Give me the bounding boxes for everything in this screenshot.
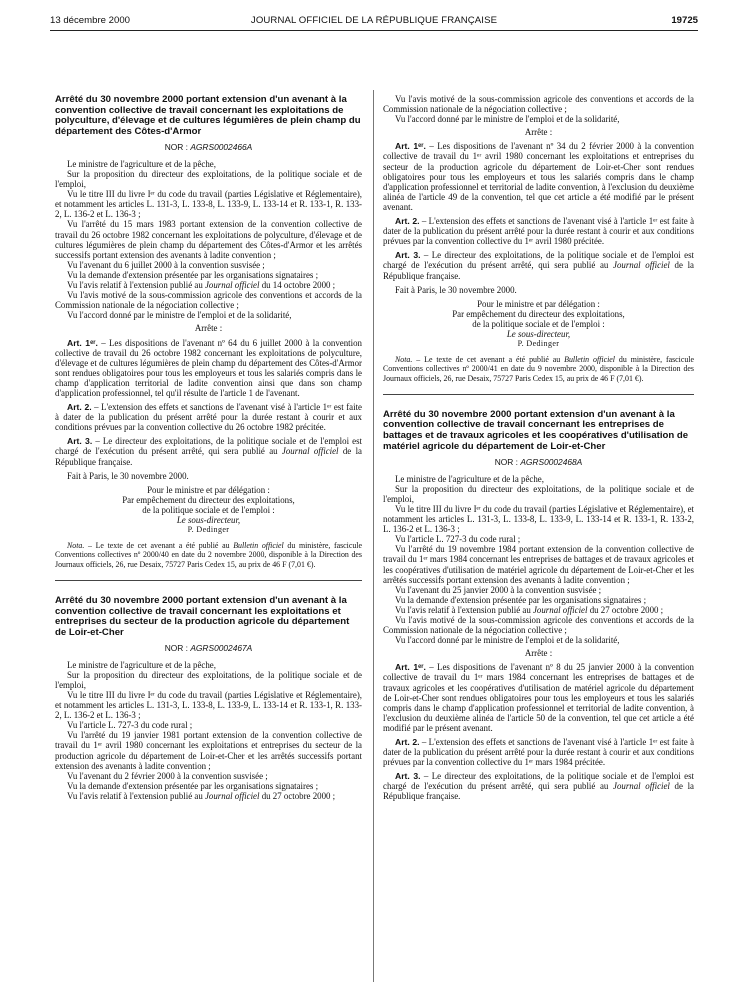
decree-1-visa-code: Vu le titre III du livre Iᵉʳ du code du travail (parties Législative et Réglementaire), et notamment les articles L. 131-3, L. 133-8, L. 133-9, L. 133-14 et R. 133-1, R. 133-2, L. 136-2 et L. 136-3 ;: [55, 189, 362, 220]
article-text: – Le directeur des exploitations, de la politique sociale et de l'emploi est chargé de l'exécution du présent arrêté, qui sera publié au: [55, 436, 362, 457]
nor-code: AGRS0002468A: [520, 456, 583, 467]
nor-label: NOR :: [164, 642, 191, 653]
decree-2-nor: [55, 643, 362, 653]
column-divider: [373, 90, 374, 982]
decree-1-visa-demande: Vu la demande d'extension présentée par les organisations signataires ;: [67, 269, 319, 280]
decree-3-visa-code-rural: Vu l'article L. 727-3 du code rural ;: [395, 534, 521, 545]
article-text: – Les dispositions de l'avenant nº 8 du 25 janvier 2000 à la convention collective de travail du 1ᵉʳ mars 1984 concernant les entreprises de battages et de travaux agricoles et les coopératives d'utilisation de matériel agricole du département de Loir-et-Cher sont rendues obligatoires pour tous les employeurs et tous les salariés compris dans le champ d'application professionnel et territorial de ladite convention, à l'exclusion du deuxième alinéa de l'article 50 de la convention, tel que cet article a été modifié par le présent avenant.: [383, 662, 694, 733]
header-journal-title: JOURNAL OFFICIEL DE LA RÉPUBLIQUE FRANÇAISE: [250, 15, 498, 26]
journal-officiel-italic: Journal officiel: [532, 604, 588, 615]
decree-3-proposal: Sur la proposition du directeur des exploitations, de la politique sociale et de l'emploi,: [383, 483, 694, 504]
right-column: [383, 94, 694, 802]
text-run: du 27 octobre 2000 ;: [587, 604, 664, 615]
decree-3-visa-accord: Vu l'accord donné par le ministre de l'emploi et de la solidarité,: [395, 635, 620, 646]
decree-1-signature-line-1: Pour le ministre et par délégation :: [147, 484, 270, 495]
decree-2-visa-code: Vu le titre III du livre Iᵉʳ du code du travail (parties Législative et Réglementaire), et notamment les articles L. 131-3, L. 133-8, L. 133-9, L. 133-14 et R. 133-1, R. 133-2, L. 136-2 et L. 136-3 ;: [55, 689, 362, 721]
decree-2-visa-avis: [55, 791, 362, 801]
decree-separator: [383, 394, 694, 395]
bulletin-officiel-italic: Bulletin officiel: [233, 541, 284, 551]
nota-label: Nota.: [67, 541, 85, 551]
nor-label: NOR :: [164, 141, 191, 152]
decree-1-proposal: Sur la proposition du directeur des exploitations, de la politique sociale et de l'emploi,: [55, 169, 362, 190]
decree-1-signature-line-3: de la politique sociale et de l'emploi :: [142, 504, 275, 515]
text-run: Vu l'avis relatif à l'extension publié au: [67, 280, 205, 291]
decree-1-minister: Le ministre de l'agriculture et de la pêche,: [67, 158, 216, 169]
decree-1-nota: [55, 541, 362, 569]
decree-2-signature-line-1: Pour le ministre et par délégation :: [477, 298, 600, 309]
article-text: – Le directeur des exploitations, de la politique sociale et de l'emploi est chargé de l'exécution du présent arrêté, qui sera publié au: [383, 250, 694, 271]
decree-3-visa-demande: Vu la demande d'extension présentée par les organisations signataires ;: [395, 594, 647, 605]
decree-3-article-2: [383, 737, 694, 767]
article-text: – L'extension des effets et sanctions de l'avenant visé à l'article 1ᵉʳ est faite à dater de la publication du présent arrêté pour la durée restant à courir et aux conditions prévues par la convention collective du 1ᵉʳ avril 1980 précitée.: [383, 216, 695, 247]
decree-2-article-2: [383, 216, 694, 246]
decree-2-visa-avis-motive: Vu l'avis motivé de la sous-commission agricole des conventions et accords de la Commission nationale de la négociation collective ;: [383, 94, 694, 115]
decree-1-signature-line-2: Par empêchement du directeur des exploitations,: [122, 494, 295, 505]
article-text: – Le directeur des exploitations, de la politique sociale et de l'emploi est chargé de l'exécution du présent arrêté, qui sera publié au: [383, 771, 694, 792]
decree-1-title: Arrêté du 30 novembre 2000 portant extension d'un avenant à la convention collective de travail concernant les exploitations de polyculture, d'élevage et de cultures légumières de plein champ du département des Côtes-d'Armor: [55, 94, 361, 138]
decree-3-arrete: Arrête :: [524, 648, 553, 659]
decree-2-arrete: Arrête :: [524, 127, 553, 138]
decree-separator: [55, 580, 362, 581]
decree-1-visa-avis: [55, 280, 362, 290]
nor-code: AGRS0002466A: [190, 141, 253, 152]
article-label: Art. 1ᵉʳ.: [395, 141, 426, 152]
article-label: Art. 2.: [395, 216, 420, 227]
decree-1-arrete: Arrête :: [194, 323, 223, 334]
journal-officiel-italic: Journal officiel: [204, 280, 260, 291]
decree-2-signature-line-2: Par empêchement du directeur des exploitations,: [452, 308, 625, 319]
article-label: Art. 1ᵉʳ.: [67, 337, 98, 348]
decree-3-nor: [383, 457, 694, 467]
text-run: Vu l'avis relatif à l'extension publié au: [67, 790, 205, 801]
left-column: [55, 95, 362, 801]
decree-2-visa-accord: Vu l'accord donné par le ministre de l'emploi et de la solidarité,: [395, 114, 620, 125]
bulletin-officiel-italic: Bulletin officiel: [564, 355, 615, 365]
decree-1-signature-title: Le sous-directeur,: [176, 515, 241, 525]
article-text: – L'extension des effets et sanctions de l'avenant visé à l'article 1ᵉʳ est faite à dater de la publication du présent arrêté pour la durée restant à courir et aux conditions prévues par la convention collective du 26 octobre 1982 précitée.: [55, 402, 362, 433]
journal-officiel-italic: Journal officiel: [281, 446, 339, 457]
decree-1-visa-arrete: Vu l'arrêté du 15 mars 1983 portant extension de la convention collective de travail du 26 octobre 1982 concernant les exploitations de polyculture, d'élevage et de cultures légumières de plein champ du département des Côtes-d'Armor et les arrêtés successifs portant extension des avenants à ladite convention ;: [55, 219, 362, 260]
header-rule: [50, 30, 698, 31]
journal-officiel-italic: Journal officiel: [613, 260, 670, 271]
article-text: – Les dispositions de l'avenant nº 64 du 6 juillet 2000 à la convention collective de travail du 26 octobre 1982 concernant les exploitations de polyculture, d'élevage et de cultures légumières de plein champ du département des Côtes-d'Armor sont rendues obligatoires pour tous les employeurs et tous les salariés compris dans le champ d'application territorial de ladite convention ainsi que dans son champ d'application professionnel, tel qu'il résulte de l'article 1 de l'avenant.: [55, 337, 362, 398]
decree-1-fait: Fait à Paris, le 30 novembre 2000.: [67, 470, 189, 481]
decree-3-visa-avenant: Vu l'avenant du 25 janvier 2000 à la convention susvisée ;: [395, 584, 602, 595]
decree-3-visa-avis-motive: Vu l'avis motivé de la sous-commission agricole des conventions et accords de la Commission nationale de la négociation collective ;: [383, 614, 694, 636]
decree-2-visa-avenant: Vu l'avenant du 2 février 2000 à la convention susvisée ;: [67, 770, 268, 781]
article-text: – L'extension des effets et sanctions de l'avenant visé à l'article 1ᵉʳ est faite à dater de la publication du présent arrêté pour la durée restant à courir et aux conditions prévues par la convention collective du 1ᵉʳ mars 1984 précitée.: [383, 737, 695, 768]
text-run: du 14 octobre 2000 ;: [259, 280, 336, 291]
article-text: de la République française.: [383, 781, 694, 802]
decree-3-article-3: [383, 771, 694, 801]
text-run: Vu l'avis relatif à l'extension publié au: [395, 604, 533, 615]
decree-1-article-2: [55, 402, 362, 432]
text-run: du 27 octobre 2000 ;: [259, 790, 336, 801]
text-run: du ministère, fascicule Conventions collectives nº 2000/40 en date du 2 novembre 2000, disponible à la Direction des Journaux officiels, 26, rue Desaix, 75727 Paris Cedex 15, au prix de 46 F (7,01 €).: [55, 541, 362, 569]
article-label: Art. 3.: [67, 436, 93, 447]
article-label: Art. 1ᵉʳ.: [395, 662, 426, 673]
article-label: Art. 2.: [395, 737, 420, 748]
article-label: Art. 3.: [395, 250, 421, 261]
decree-2-visa-arrete: Vu l'arrêté du 19 janvier 1981 portant extension de la convention collective de travail du 1ᵉʳ avril 1980 concernant les exploitations et entreprises du secteur de la production agricole du département de Loir-et-Cher et les arrêtés successifs portant extension des avenants à ladite convention ;: [55, 730, 362, 771]
text-run: du ministère, fascicule Conventions collectives nº 2000/41 en date du 9 novembre 2000, disponible à la Direction des Journaux officiels, 26, rue Desaix, 75727 Paris Cedex 15, au prix de 46 F (7,01 €).: [383, 355, 694, 383]
decree-3-minister: Le ministre de l'agriculture et de la pêche,: [395, 473, 544, 484]
decree-3-visa-arrete: Vu l'arrêté du 19 novembre 1984 portant extension de la convention collective de travail du 1ᵉʳ mars 1984 concernant les entreprises de battages et de travaux agricoles et les coopératives d'utilisation de matériel agricole du département de Loir-et-Cher et les arrêtés successifs portant extension des avenants à ladite convention ;: [383, 544, 694, 585]
header-date: 13 décembre 2000: [50, 15, 131, 26]
decree-1-article-3: [55, 436, 362, 466]
article-label: Art. 2.: [67, 402, 92, 413]
decree-1-signatory: P. Dedinger: [187, 525, 230, 535]
decree-2-nota: [383, 355, 694, 383]
journal-officiel-italic: Journal officiel: [204, 790, 260, 801]
decree-2-visa-demande: Vu la demande d'extension présentée par les organisations signataires ;: [67, 780, 319, 791]
decree-1-visa-avenant: Vu l'avenant du 6 juillet 2000 à la convention susvisée ;: [67, 259, 265, 270]
decree-1-visa-accord: Vu l'accord donné par le ministre de l'emploi et de la solidarité,: [67, 310, 292, 321]
decree-3-article-1: [383, 662, 694, 733]
decree-2-signature-title: Le sous-directeur,: [506, 328, 571, 339]
decree-2-proposal: Sur la proposition du directeur des exploitations, de la politique sociale et de l'emploi,: [55, 669, 362, 690]
nor-label: NOR :: [494, 456, 521, 467]
decree-2-article-1: [383, 141, 694, 212]
nota-label: Nota.: [395, 355, 413, 365]
decree-2-minister: Le ministre de l'agriculture et de la pêche,: [67, 659, 216, 670]
decree-1-nor: [55, 142, 362, 152]
decree-2-visa-code-rural: Vu l'article L. 727-3 du code rural ;: [67, 720, 193, 731]
nor-code: AGRS0002467A: [190, 642, 253, 653]
decree-2-article-3: [383, 250, 694, 280]
decree-3-visa-avis: [383, 605, 694, 615]
decree-2-title: Arrêté du 30 novembre 2000 portant extension d'un avenant à la convention collective de travail concernant les exploitations et entreprises du secteur de la production agricole du département de Loir-et-Cher: [55, 594, 350, 638]
article-text: – Les dispositions de l'avenant nº 34 du 2 février 2000 à la convention collective de travail du 1ᵉʳ avril 1980 concernant les exploitations et entreprises du secteur de la production agricole du département de Loir-et-Cher sont rendues obligatoires pour tous les employeurs et tous les salariés compris dans le champ d'application professionnel et territorial de ladite convention, à l'exclusion du deuxième alinéa de l'article 49 de la convention, tel que cet article a été modifié par le présent avenant.: [383, 141, 694, 212]
decree-1-visa-avis-motive: Vu l'avis motivé de la sous-commission agricole des conventions et accords de la Commission nationale de la négociation collective ;: [55, 290, 362, 311]
text-run: – Le texte de cet avenant a été publié au: [412, 355, 565, 365]
article-text: de la République française.: [383, 260, 694, 281]
decree-2-signature-line-3: de la politique sociale et de l'emploi :: [472, 318, 605, 329]
decree-2-fait: Fait à Paris, le 30 novembre 2000.: [395, 284, 517, 295]
header-page-number: 19725: [671, 15, 698, 26]
decree-2-signatory: P. Dedinger: [517, 339, 560, 349]
decree-1-article-1: [55, 338, 362, 399]
article-label: Art. 3.: [395, 771, 421, 782]
page-header: [50, 15, 698, 29]
decree-3-title: Arrêté du 30 novembre 2000 portant extension d'un avenant à la convention collective de travail concernant les entreprises de battages et de travaux agricoles et les coopératives d'utilisation de matériel agricole du département de Loir-et-Cher: [383, 408, 689, 452]
text-run: – Le texte de cet avenant a été publié au: [84, 541, 234, 551]
decree-3-visa-code: Vu le titre III du livre Iᵉʳ du code du travail (parties Législative et Réglementaire), et notamment les articles L. 131-3, L. 133-8, L. 133-9, L. 133-14 et R. 133-1, R. 133-2, L. 136-2 et L. 136-3 ;: [383, 503, 694, 535]
journal-officiel-italic: Journal officiel: [613, 781, 670, 792]
article-text: de la République française.: [55, 446, 362, 467]
